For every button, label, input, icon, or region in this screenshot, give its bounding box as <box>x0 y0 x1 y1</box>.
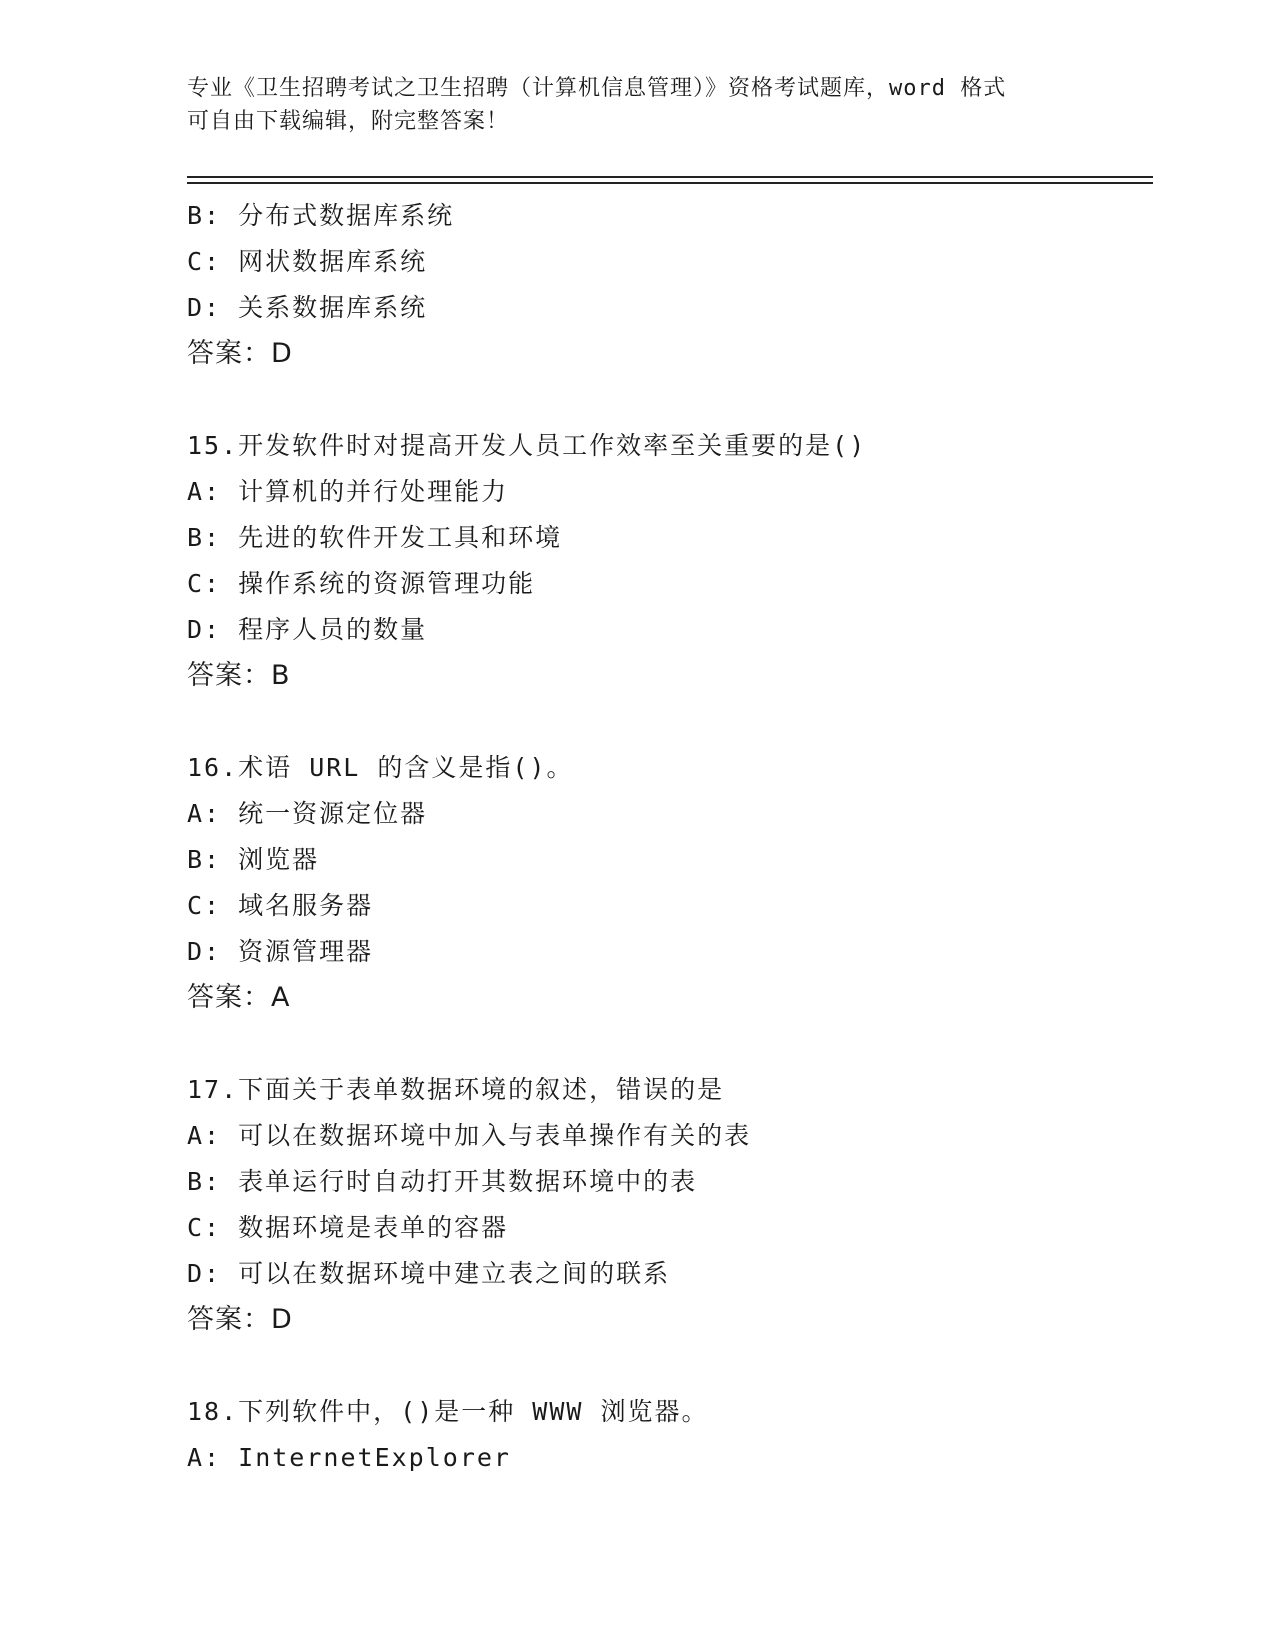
option-b: B: 浏览器 <box>187 845 320 874</box>
question-18 <box>187 1389 1147 1481</box>
question-17 <box>187 1067 1147 1343</box>
answer: 答案：D <box>187 338 293 369</box>
option-d: D: 关系数据库系统 <box>187 293 428 322</box>
option-a: A: 统一资源定位器 <box>187 799 428 828</box>
question-14 <box>187 193 1147 377</box>
option-d: D: 资源管理器 <box>187 937 374 966</box>
option-b: B: 先进的软件开发工具和环境 <box>187 523 563 552</box>
header-divider-top <box>187 176 1153 178</box>
option-d: D: 可以在数据环境中建立表之间的联系 <box>187 1259 671 1288</box>
header-line-2: 可自由下载编辑，附完整答案！ <box>187 109 510 134</box>
option-a: A: 计算机的并行处理能力 <box>187 477 509 506</box>
header-divider-bottom <box>187 182 1153 184</box>
option-c: C: 操作系统的资源管理功能 <box>187 569 536 598</box>
option-c: C: 数据环境是表单的容器 <box>187 1213 509 1242</box>
option-b: B: 分布式数据库系统 <box>187 201 455 230</box>
question-list <box>187 193 1147 1481</box>
document-header <box>187 72 1087 138</box>
answer: 答案：D <box>187 1304 293 1335</box>
option-d: D: 程序人员的数量 <box>187 615 428 644</box>
option-b: B: 表单运行时自动打开其数据环境中的表 <box>187 1167 698 1196</box>
answer: 答案：B <box>187 660 291 691</box>
option-c: C: 域名服务器 <box>187 891 374 920</box>
question-16 <box>187 745 1147 1021</box>
header-line-1: 专业《卫生招聘考试之卫生招聘（计算机信息管理）》资格考试题库，word 格式 <box>187 76 1007 101</box>
answer: 答案：A <box>187 982 291 1013</box>
option-a: A: 可以在数据环境中加入与表单操作有关的表 <box>187 1121 752 1150</box>
question-text: 16.术语 URL 的含义是指()。 <box>187 753 574 782</box>
option-c: C: 网状数据库系统 <box>187 247 428 276</box>
question-15 <box>187 423 1147 699</box>
question-text: 15.开发软件时对提高开发人员工作效率至关重要的是() <box>187 431 867 460</box>
question-text: 18.下列软件中，()是一种 WWW 浏览器。 <box>187 1397 709 1426</box>
option-a: A: InternetExplorer <box>187 1443 511 1472</box>
question-text: 17.下面关于表单数据环境的叙述，错误的是 <box>187 1075 725 1104</box>
